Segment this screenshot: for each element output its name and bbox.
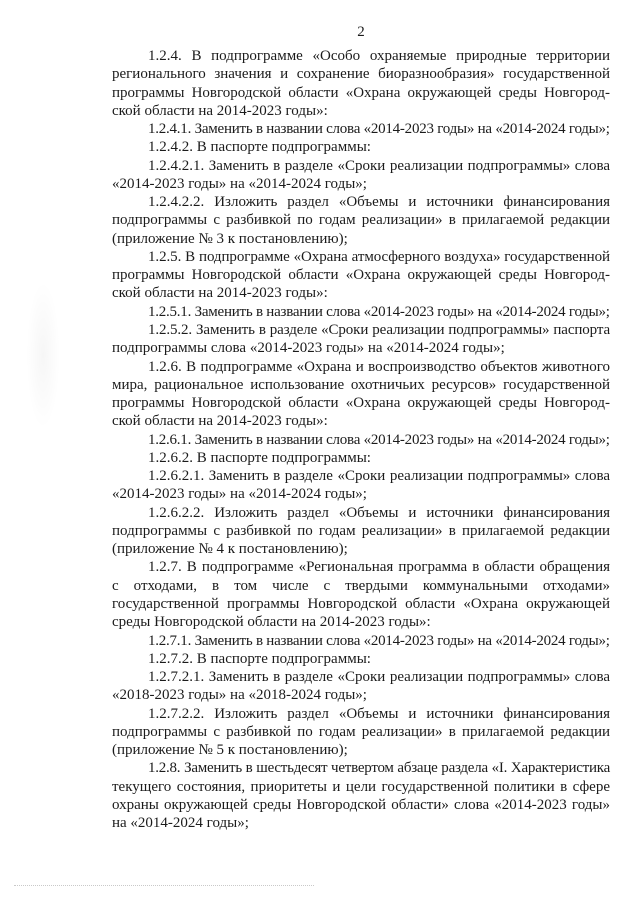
text-line: программы Новгородской области «Охрана окружающей среды Новгород- — [112, 395, 610, 412]
text-line: 1.2.6.2.1. Заменить в разделе «Сроки реализации подпрограммы» слова — [148, 468, 610, 485]
text-line: 1.2.5. В подпрограмме «Охрана атмосферного воздуха» государственной — [148, 248, 610, 265]
text-line: 1.2.4.1. Заменить в названии слова «2014-2023 годы» на «2014-2024 годы»; — [148, 121, 610, 138]
text-line: 1.2.5.2. Заменить в разделе «Сроки реализации подпрограммы» паспорта — [148, 321, 610, 338]
text-line: 1.2.7. В подпрограмме «Региональная программа в области обращения — [148, 559, 610, 576]
clause-1-2-4-2-1 — [112, 157, 610, 194]
text-line: 1.2.7.2. В паспорте подпрограммы: — [148, 650, 371, 667]
document-body — [112, 47, 610, 832]
clause-1-2-5-2 — [112, 321, 610, 358]
text-line: 1.2.6.2.2. Изложить раздел «Объемы и источники финансирования — [148, 504, 610, 521]
text-line: текущего состояния, приоритеты и цели государственной политики в сфере — [112, 778, 610, 795]
text-line: подпрограммы с разбивкой по годам реализации» в прилагаемой редакции — [112, 723, 610, 740]
text-line: ской области на 2014-2023 годы»: — [112, 102, 328, 119]
text-line: 1.2.7.2.1. Заменить в разделе «Сроки реализации подпрограммы» слова — [148, 669, 610, 686]
text-line: подпрограммы с разбивкой по годам реализации» в прилагаемой редакции — [112, 212, 610, 229]
clause-1-2-5 — [112, 248, 610, 303]
text-line: на «2014-2024 годы»; — [112, 815, 249, 832]
text-line: программы Новгородской области «Охрана окружающей среды Новгород- — [112, 84, 610, 101]
clause-1-2-6-1 — [112, 431, 610, 449]
text-line: «2014-2023 годы» на «2014-2024 годы»; — [112, 486, 367, 503]
clause-1-2-6-2 — [112, 449, 610, 467]
text-line: 1.2.5.1. Заменить в названии слова «2014-2023 годы» на «2014-2024 годы»; — [148, 303, 610, 320]
clause-1-2-4-2-2 — [112, 193, 610, 248]
text-line: программы Новгородской области «Охрана окружающей среды Новгород- — [112, 267, 610, 284]
clause-1-2-7-2-1 — [112, 668, 610, 705]
clause-1-2-5-1 — [112, 303, 610, 321]
text-line: подпрограммы с разбивкой по годам реализации» в прилагаемой редакции — [112, 522, 610, 539]
text-line: 1.2.6.1. Заменить в названии слова «2014-2023 годы» на «2014-2024 годы»; — [148, 431, 610, 448]
text-line: 1.2.4.2.2. Изложить раздел «Объемы и источники финансирования — [148, 194, 610, 211]
text-line: 1.2.6.2. В паспорте подпрограммы: — [148, 449, 371, 466]
clause-1-2-6-2-2 — [112, 504, 610, 559]
text-line: ской области на 2014-2023 годы»: — [112, 285, 328, 302]
clause-1-2-7-2 — [112, 650, 610, 668]
text-line: среды Новгородской области на 2014-2023 годы»: — [112, 614, 431, 631]
text-line: (приложение № 3 к постановлению); — [112, 230, 348, 247]
text-line: 1.2.4.2. В паспорте подпрограммы: — [148, 139, 371, 156]
text-line: (приложение № 5 к постановлению); — [112, 742, 348, 759]
text-line: охраны окружающей среды Новгородской области» слова «2014-2023 годы» — [112, 796, 610, 813]
text-line: государственной программы Новгородской области «Охрана окружающей — [112, 595, 610, 612]
clause-1-2-7-1 — [112, 632, 610, 650]
text-line: мира, рациональное использование охотничьих ресурсов» государственной — [112, 376, 610, 393]
text-line: 1.2.7.1. Заменить в названии слова «2014-2023 годы» на «2014-2024 годы»; — [148, 632, 610, 649]
text-line: «2014-2023 годы» на «2014-2024 годы»; — [112, 175, 367, 192]
clause-1-2-7-2-2 — [112, 705, 610, 760]
text-line: ской области на 2014-2023 годы»: — [112, 413, 328, 430]
text-line: регионального значения и сохранение биоразнообразия» государственной — [112, 66, 610, 83]
scan-artifact — [26, 280, 60, 430]
text-line: «2018-2023 годы» на «2018-2024 годы»; — [112, 687, 367, 704]
clause-1-2-4-1 — [112, 120, 610, 138]
clause-1-2-4 — [112, 47, 610, 120]
clause-1-2-6 — [112, 358, 610, 431]
scan-artifact — [14, 885, 314, 886]
text-line: с отходами, в том числе с твердыми коммунальными отходами» — [112, 577, 610, 594]
page-number: 2 — [357, 24, 365, 40]
text-line: (приложение № 4 к постановлению); — [112, 541, 348, 558]
text-line: 1.2.4.2.1. Заменить в разделе «Сроки реализации подпрограммы» слова — [148, 157, 610, 174]
clause-1-2-6-2-1 — [112, 467, 610, 504]
text-line: 1.2.6. В подпрограмме «Охрана и воспроизводство объектов животного — [148, 358, 610, 375]
text-line: подпрограммы слова «2014-2023 годы» на «2014-2024 годы»; — [112, 340, 505, 357]
text-line: 1.2.8. Заменить в шестьдесят четвертом абзаце раздела «I. Характеристика — [148, 760, 610, 777]
clause-1-2-7 — [112, 558, 610, 631]
clause-1-2-4-2 — [112, 138, 610, 156]
clause-1-2-8 — [112, 759, 610, 832]
text-line: 1.2.4. В подпрограмме «Особо охраняемые природные территории — [148, 48, 610, 64]
text-line: 1.2.7.2.2. Изложить раздел «Объемы и источники финансирования — [148, 705, 610, 722]
